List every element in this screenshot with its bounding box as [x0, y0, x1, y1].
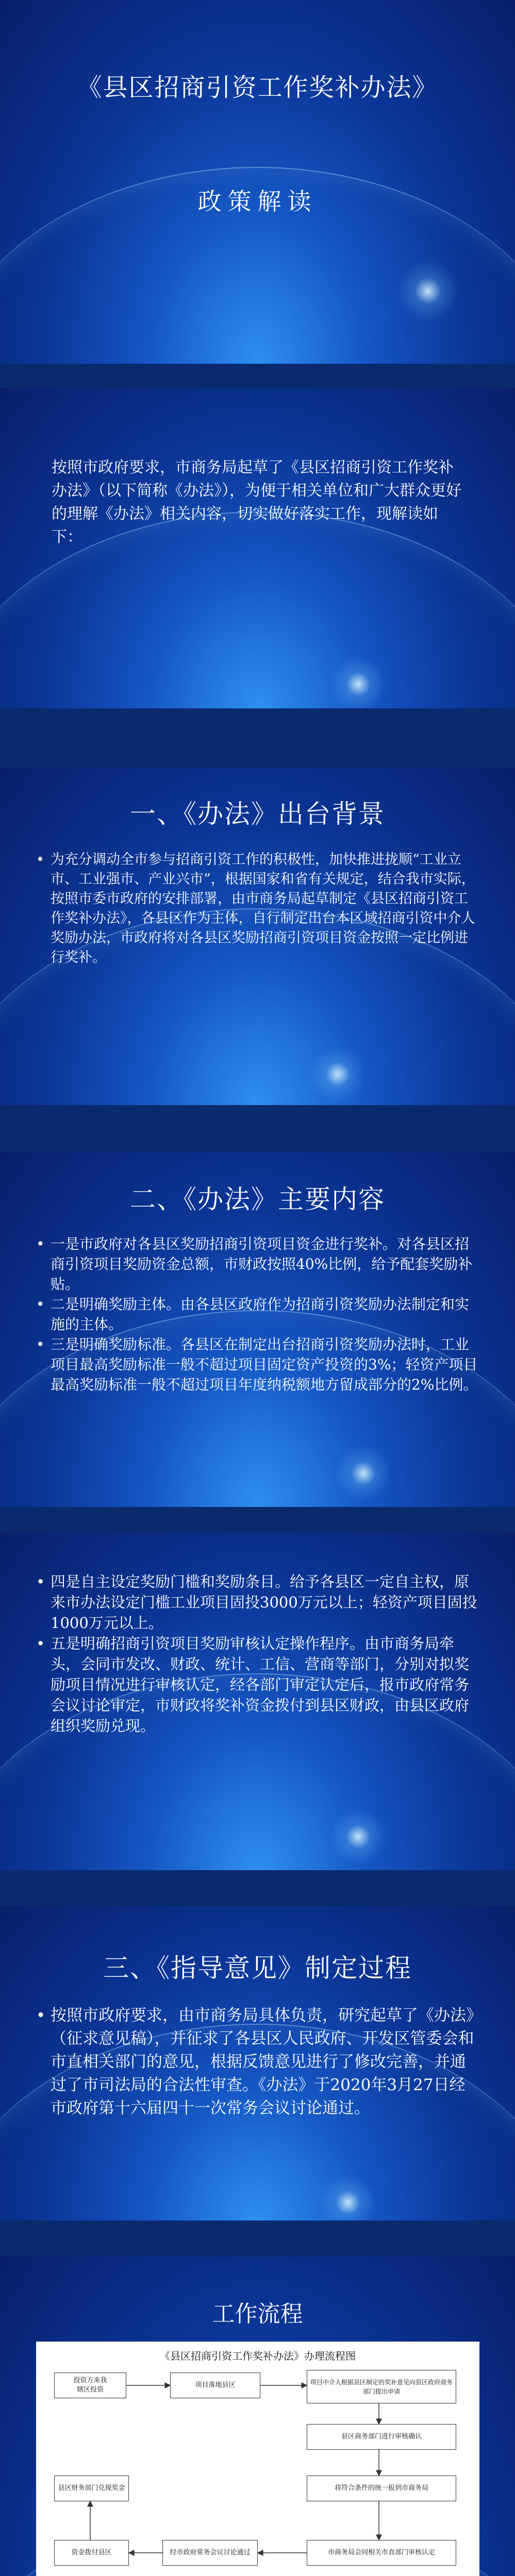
- flow-step-project-landing: 项目落地县区: [170, 2372, 260, 2398]
- light-flare: [330, 656, 387, 708]
- section-heading-background: 一、《办法》出台背景: [130, 799, 385, 829]
- list-item: • 四是自主设定奖励门槛和奖励条目。给予各县区一定自主权，原来市办法设定门槛工业项目固投3000万元以上；轻资产项目固投1000万元以上。: [36, 1571, 479, 1633]
- flowchart: [36, 2342, 479, 2576]
- flow-step-fund-transfer: 资金拨付县区: [54, 2540, 129, 2566]
- list-item: • 为充分调动全市参与招商引资工作的积极性，加快推进拢顺“工业立市、工业强市、产业兴市”，根据国家和省有关规定，结合我市实际，按照市委市政府的安排部署，由市商务局起草制定《县区招商引资工作奖补办法》，各县区作为主体，自行制定出台本区域招商引资中介人奖励办法，市政府将对各县区奖励招商引资项目资金按照一定比例进行奖补。: [36, 850, 479, 968]
- section-heading-content: 二、《办法》主要内容: [130, 1184, 385, 1214]
- flow-step-city-review: 市商务局会同相关市直部门审核认定: [307, 2540, 456, 2566]
- flowchart-title: 《县区招商引资工作奖补办法》办理流程图: [160, 2350, 356, 2362]
- light-flare: [397, 260, 459, 322]
- workflow-heading: 工作流程: [212, 2301, 303, 2327]
- list-item: • 按照市政府要求，由市商务局具体负责，研究起草了《办法》（征求意见稿），并征求了各县区人民政府、开发区管委会和市直相关部门的意见，根据反馈意见进行了修改完善，并通过了市司法局的合法性审查。《办法》于2020年3月27日经市政府第十六届四十一次常务会议讨论通过。: [36, 2004, 479, 2120]
- page-title: 《县区招商引资工作奖补办法》: [77, 73, 438, 102]
- flow-step-meeting: 经市政府常务会议讨论通过: [162, 2540, 258, 2566]
- light-flare: [330, 1808, 387, 1865]
- section-heading-process: 三、《指导意见》制定过程: [103, 1953, 412, 1983]
- intro-text: 按照市政府要求，市商务局起草了《县区招商引资工作奖补办法》（以下简称《办法》），为便于相关单位和广大群众更好的理解《办法》相关内容，切实做好落实工作，现解读如下：: [52, 459, 461, 546]
- content-list-cont: [36, 1571, 479, 1736]
- light-flare: [335, 1445, 392, 1502]
- page-subtitle: 政策解读: [197, 188, 318, 215]
- hero-panel: [0, 0, 515, 364]
- content-list: [36, 1234, 479, 1395]
- flow-step-county-review: 县区商务部门进行审核确认: [307, 2424, 456, 2450]
- flow-step-submit-city: 将符合条件的统一报到市商务局: [307, 2476, 456, 2501]
- light-flare: [309, 1046, 366, 1103]
- list-item: • 三是明确奖励标准。各县区在制定出台招商引资奖励办法时，工业项目最高奖励标准一般不超过项目固定资产投资的3%；轻资产项目最高奖励标准一般不超过项目年度纳税额地方留成部分的2%比例。: [36, 1334, 479, 1395]
- process-list: [36, 2004, 479, 2120]
- flow-step-application: 项目中介人根据县区制定的奖补意见向县区政府商务部门提出申请: [307, 2370, 456, 2403]
- flow-step-payout: 县区财务部门兑现奖金: [54, 2476, 129, 2501]
- light-flare: [320, 2174, 376, 2221]
- list-item: • 一是市政府对各县区奖励招商引资项目资金进行奖补。对各县区招商引资项目奖励资金总额，市财政按照40%比例，给予配套奖励补贴。: [36, 1234, 479, 1294]
- list-item: • 五是明确招商引资项目奖励审核认定操作程序。由市商务局牵头，会同市发改、财政、统计、工信、营商等部门，分别对拟奖励项目情况进行审核认定，经各部门审定认定后，报市政府常务会议讨论审定，市财政将奖补资金拨付到县区财政，由县区政府组织奖励兑现。: [36, 1633, 479, 1736]
- list-item: • 二是明确奖励主体。由各县区政府作为招商引资奖励办法制定和实施的主体。: [36, 1294, 479, 1334]
- background-list: [36, 850, 479, 968]
- flow-step-investor: 投资方来我 辖区投资: [54, 2372, 126, 2398]
